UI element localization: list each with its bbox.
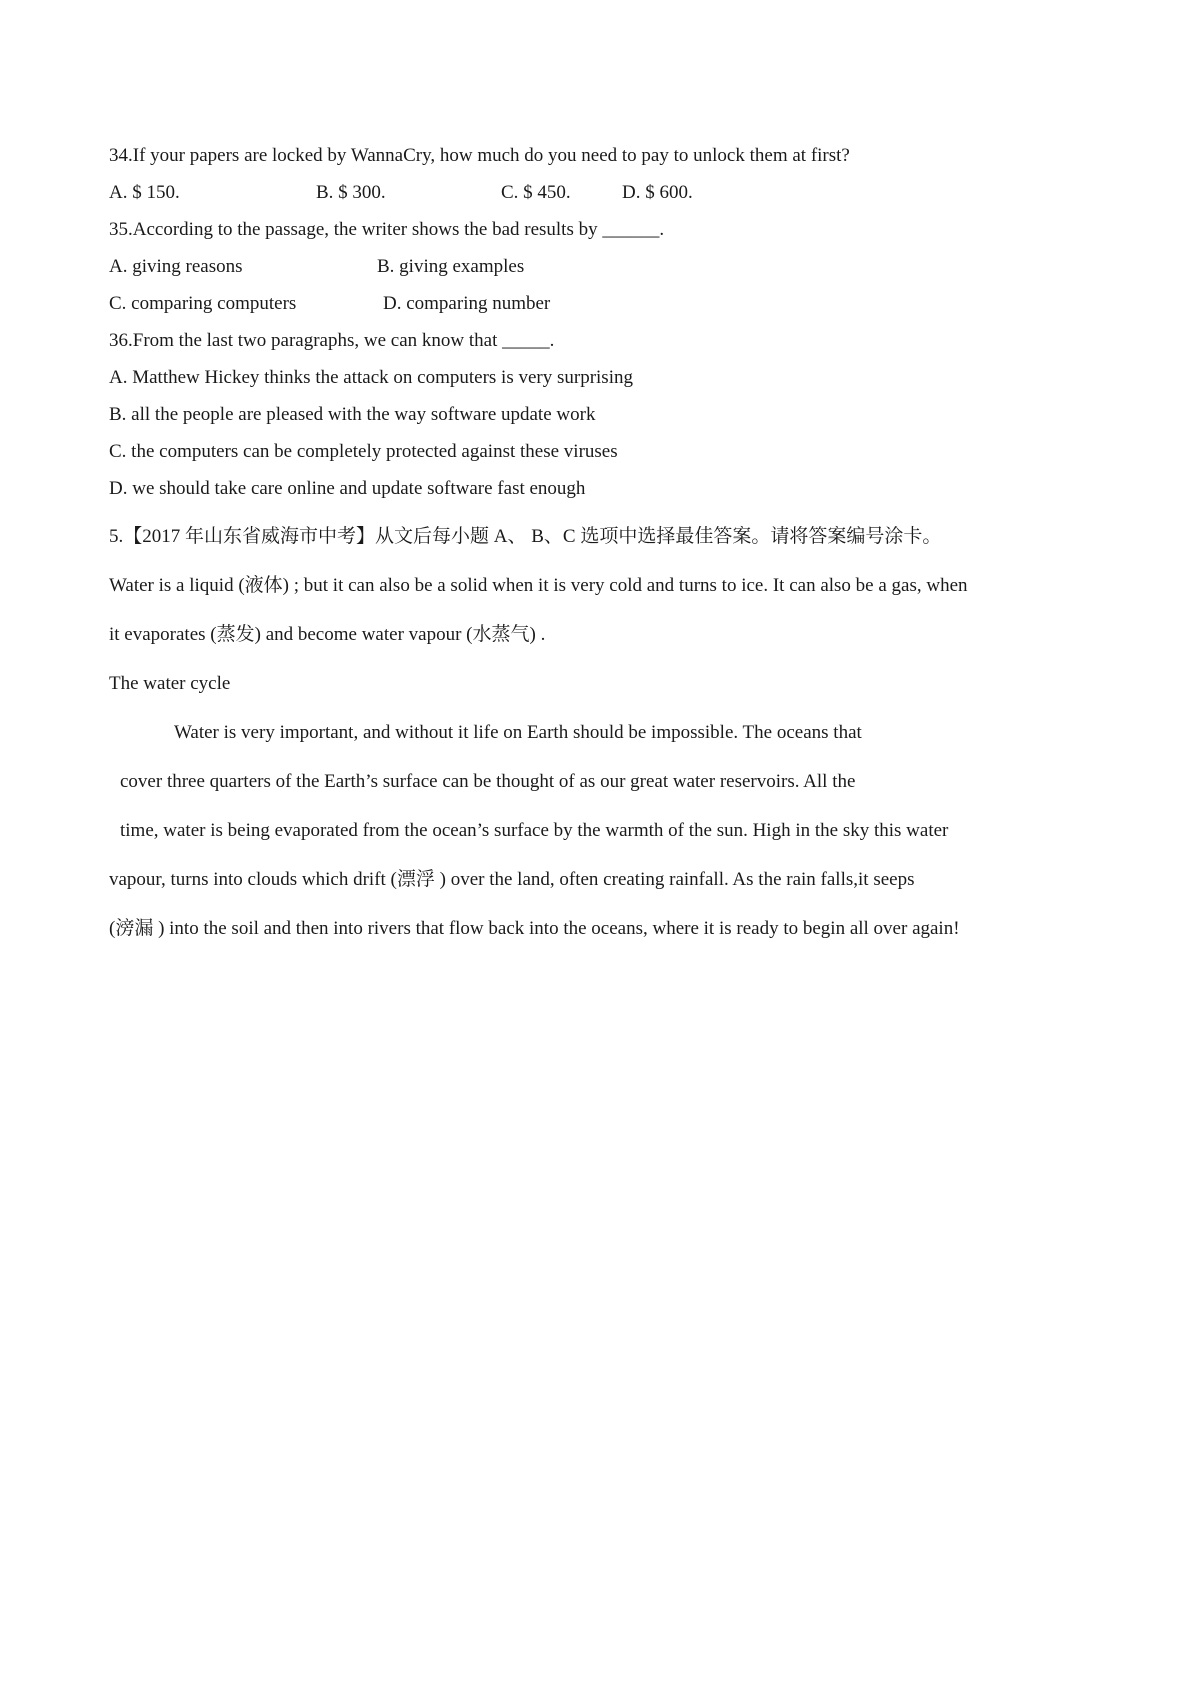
section-5-heading: 5.【2017 年山东省威海市中考】从文后每小题 A、 B、C 选项中选择最佳答案。请将答案编号涂卡。 xyxy=(109,526,942,547)
question-35-option-d: D. comparing number xyxy=(383,293,551,314)
water-cycle-paragraph-line-1: Water is very important, and without it life on Earth should be impossible. The oceans that xyxy=(174,722,862,743)
question-34-option-b: B. $ 300. xyxy=(316,182,386,203)
question-35-option-a: A. giving reasons xyxy=(109,256,243,277)
question-34-option-a: A. $ 150. xyxy=(109,182,180,203)
question-36-stem: 36.From the last two paragraphs, we can know that _____. xyxy=(109,330,555,351)
question-34-stem: 34.If your papers are locked by WannaCry, how much do you need to pay to unlock them at first? xyxy=(109,145,850,166)
water-cycle-paragraph-line-5: (滂漏 ) into the soil and then into rivers that flow back into the oceans, where it is ready to begin all over again! xyxy=(109,918,960,939)
water-cycle-subtitle: The water cycle xyxy=(109,673,231,694)
question-34-option-d: D. $ 600. xyxy=(622,182,693,203)
question-36-option-c: C. the computers can be completely protected against these viruses xyxy=(109,441,618,462)
question-35-option-c: C. comparing computers xyxy=(109,293,297,314)
question-35-stem: 35.According to the passage, the writer shows the bad results by ______. xyxy=(109,219,665,240)
question-36-option-b: B. all the people are pleased with the way software update work xyxy=(109,404,596,425)
water-intro-line-1: Water is a liquid (液体) ; but it can also be a solid when it is very cold and turns to ice. It can also be a gas, when xyxy=(109,575,968,596)
question-34-option-c: C. $ 450. xyxy=(501,182,571,203)
question-36-option-d: D. we should take care online and update software fast enough xyxy=(109,478,586,499)
water-cycle-paragraph-line-2: cover three quarters of the Earth’s surface can be thought of as our great water reservoirs. All the xyxy=(120,771,856,792)
water-cycle-paragraph-line-3: time, water is being evaporated from the ocean’s surface by the warmth of the sun. High in the sky this water xyxy=(120,820,949,841)
water-cycle-paragraph-line-4: vapour, turns into clouds which drift (漂浮 ) over the land, often creating rainfall. As the rain falls,it seeps xyxy=(109,869,915,890)
water-intro-line-2: it evaporates (蒸发) and become water vapour (水蒸气) . xyxy=(109,624,546,645)
question-36-option-a: A. Matthew Hickey thinks the attack on computers is very surprising xyxy=(109,367,633,388)
question-35-option-b: B. giving examples xyxy=(377,256,525,277)
